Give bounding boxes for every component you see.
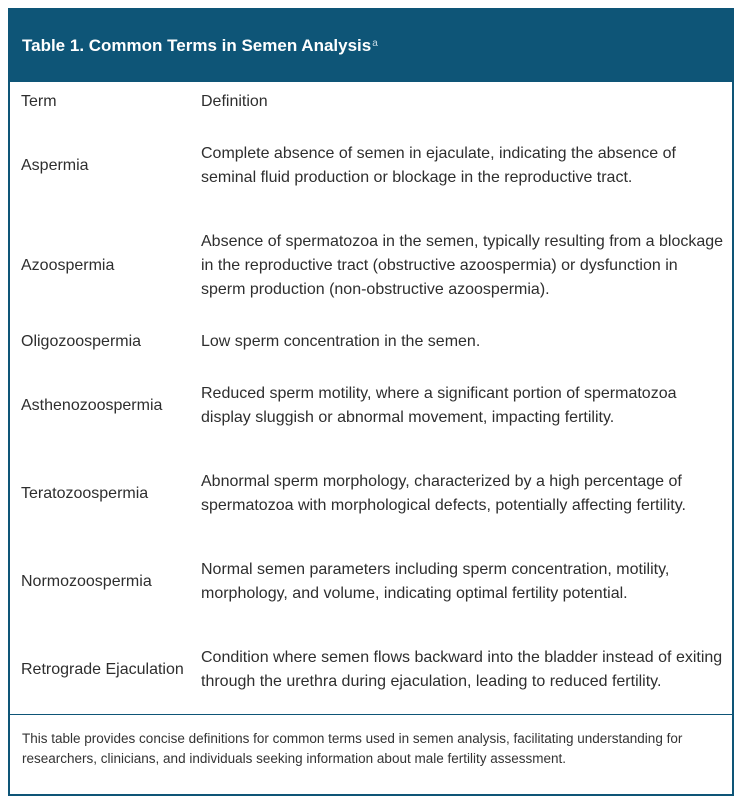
table-row bbox=[10, 626, 732, 714]
table-title: Table 1. Common Terms in Semen Analysis bbox=[22, 36, 372, 55]
row-term: Normozoospermia bbox=[21, 573, 152, 590]
column-header-definition: Definition bbox=[201, 93, 268, 110]
table-title-bar bbox=[10, 10, 732, 82]
row-definition: Low sperm concentration in the semen. bbox=[201, 333, 481, 350]
terms-table bbox=[8, 8, 734, 796]
row-definition: Reduced sperm motility, where a significant portion of spermatozoa display sluggish or abnormal movement, impacting fertility. bbox=[201, 385, 677, 426]
table-row bbox=[10, 362, 732, 450]
table-row bbox=[10, 450, 732, 538]
title-footnote-marker: a bbox=[372, 37, 378, 49]
column-header-term: Term bbox=[21, 93, 57, 110]
table-footnote: This table provides concise definitions for common terms used in semen analysis, facilitating understanding for researchers, clinicians, and individuals seeking information about male fertility assessment. bbox=[10, 714, 732, 769]
row-definition: Abnormal sperm morphology, characterized by a high percentage of spermatozoa with morphological defects, potentially affecting fertility. bbox=[201, 473, 686, 514]
row-definition: Absence of spermatozoa in the semen, typically resulting from a blockage in the reproductive tract (obstructive azoospermia) or dysfunction in sperm production (non-obstructive azoospermia). bbox=[201, 233, 724, 298]
table-row bbox=[10, 538, 732, 626]
row-term: Oligozoospermia bbox=[21, 333, 142, 350]
row-term: Asthenozoospermia bbox=[21, 397, 163, 414]
table-row bbox=[10, 122, 732, 210]
table-row bbox=[10, 322, 732, 362]
row-definition: Complete absence of semen in ejaculate, indicating the absence of seminal fluid production or blockage in the reproductive tract. bbox=[201, 145, 676, 186]
column-header-row bbox=[10, 82, 732, 122]
row-definition: Condition where semen flows backward into the bladder instead of exiting through the urethra during ejaculation, leading to reduced fertility. bbox=[201, 649, 723, 690]
row-term: Retrograde Ejaculation bbox=[21, 661, 184, 678]
row-term: Aspermia bbox=[21, 157, 89, 174]
table-row bbox=[10, 210, 732, 322]
row-term: Azoospermia bbox=[21, 257, 115, 274]
row-definition: Normal semen parameters including sperm concentration, motility, morphology, and volume, indicating optimal fertility potential. bbox=[201, 561, 670, 602]
row-term: Teratozoospermia bbox=[21, 485, 149, 502]
